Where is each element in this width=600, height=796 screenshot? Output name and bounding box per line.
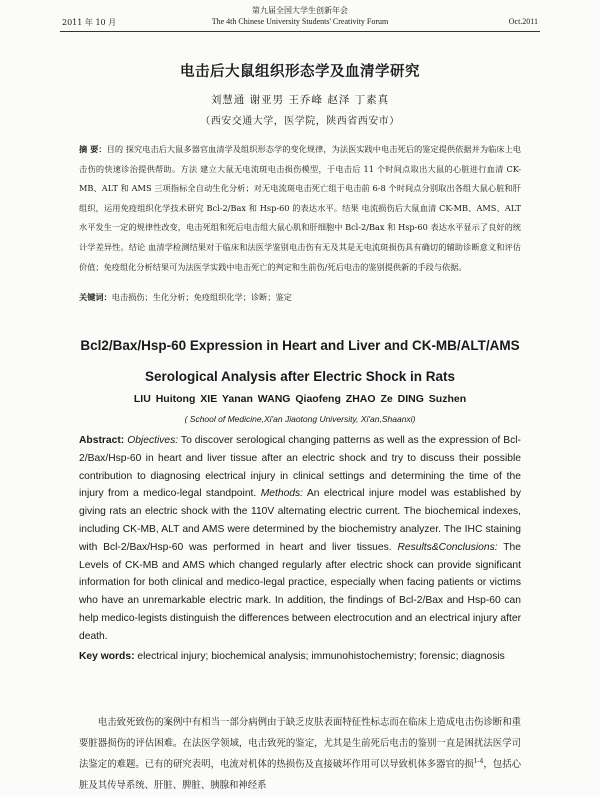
cn-title: 电击后大鼠组织形态学及血清学研究 <box>180 64 420 80</box>
running-header-conference: 第九届全国大学生创新年会 <box>252 6 348 15</box>
cn-authors: 刘慧通 谢亚男 王乔峰 赵泽 丁素真 <box>210 94 390 106</box>
cn-affiliation: （西安交通大学，医学院，陕西省西安市） <box>200 116 400 127</box>
body-text-end: ，包括心脏及其传导系统、肝脏、脾脏、胰腺和神经系 <box>79 759 521 791</box>
en-authors: LIU Huitong XIE Yanan WANG Qiaofeng ZHAO Ze DING Suzhen <box>133 393 467 405</box>
objectives-label: Objectives: <box>127 435 179 446</box>
body-text-start: 电击致死致伤的案例中有相当一部分病例由于缺乏皮肤表面特征性标志而在临床上造成电击伤诊断和重要脏器损伤的评估困难。在法医学领域，电击致死的鉴定，尤其是生前死后电击的鉴别一直是困扰法医学司法鉴定的难题。已有的研究表明，电流对机体的热损伤及直接破坏作用可以导致机体多器官的损 <box>79 717 521 770</box>
en-affiliation: ( School of Medicine,Xi'an Jiaotong University, Xi'an,Shaanxi) <box>184 414 416 424</box>
en-title <box>0 330 600 392</box>
en-keywords <box>79 648 521 666</box>
methods-label: Methods: <box>260 488 304 500</box>
header-conference-en: The 4th Chinese University Students' Creativity Forum <box>211 17 389 26</box>
cn-abstract-text: 目的 探究电击后大鼠多器官血清学及组织形态学的变化规律，为法医实践中电击死后的鉴定提供依据并为临床上电击伤的快速诊治提供帮助。方法 建立大鼠无电流斑电击损伤模型，于电击后 11 个时间点取出大鼠的心脏进行血清 CK-MB、ALT 和 AMS 三项指标全自动生化分析；对无电流斑电击死亡组于电击前 6-8 个时间点分别取出各组大鼠心脏和肝组织，运用免疫组织化学技术研究 Bcl-2/Bax 和 Hsp-60 的表达水平。结果 电流损伤后大鼠血清 CK-MB、AMS、ALT 水平发生一定的规律性改变，电击死组和死后电击组大鼠心肌和肝细胞中 Bcl-2/Bax 和 Hsp-60 表达水平显示了良好的统计学差异性。结论 血清学检测结果对于临床和法医学鉴别电击伤有无及其是无电流斑损伤具有确切的辅助诊断意义和评估价值；免疫组化分析结果可为法医学实践中电击死亡的判定和生前伤/死后电击的鉴别提供新的手段与依据。 <box>79 144 521 272</box>
en-abstract <box>79 432 521 646</box>
cn-abstract <box>79 140 521 277</box>
citation-ref: 1-4 <box>473 757 484 765</box>
en-keywords-label: Key words: <box>79 651 135 662</box>
methods-text: An electrical injure model was established by giving rats an electric shock with the 110V alternating electric current. The biochemical indexes, including CK-MB, ALT and AMS were determined by the biochemistry analyzer. The IHC staining with Bcl-2/Bax/Hsp-60 was performed in heart and liver tissues. <box>79 488 521 553</box>
cn-keywords-text: 电击损伤；生化分析；免疫组织化学；诊断；鉴定 <box>111 292 292 302</box>
header-date-right: Oct.2011 <box>508 17 538 26</box>
cn-abstract-label: 摘 要： <box>79 144 107 154</box>
results-text: The Levels of CK-MB and AMS which changed regularly after electric shock can provide significant information for both clinical and medico-legal practice, especially when facing patients or victims who have an unremarkable electric mark. In addition, the findings of Bcl-2/Bax and Hsp-60 can help medico-legists distinguish the differences between electrocution and an electrical injury after death. <box>79 541 521 642</box>
header-rule <box>60 31 540 32</box>
running-header <box>62 17 538 31</box>
en-abstract-label: Abstract: <box>79 435 125 446</box>
cn-keywords <box>79 290 521 304</box>
body-paragraph <box>79 712 521 796</box>
en-title-line-1: Bcl2/Bax/Hsp-60 Expression in Heart and Liver and CK-MB/ALT/AMS <box>80 338 520 353</box>
objectives-text: To discover serological changing patterns as well as the expression of Bcl-2/Bax/Hsp-60 in heart and liver tissue after an electric shock and try to discuss their possible contribution to diagnosing electrical injury in clinical settings and determining the time of the injury from a medico-legal standpoint. <box>79 435 521 500</box>
header-date-left: 2011 年 10 月 <box>62 18 117 27</box>
en-title-line-2: Serological Analysis after Electric Shock in Rats <box>144 369 456 384</box>
en-keywords-text: electrical injury; biochemical analysis; immunohistochemistry; forensic; diagnosis <box>137 651 505 662</box>
results-label: Results&Conclusions: <box>397 541 498 553</box>
cn-keywords-label: 关键词： <box>79 292 112 302</box>
